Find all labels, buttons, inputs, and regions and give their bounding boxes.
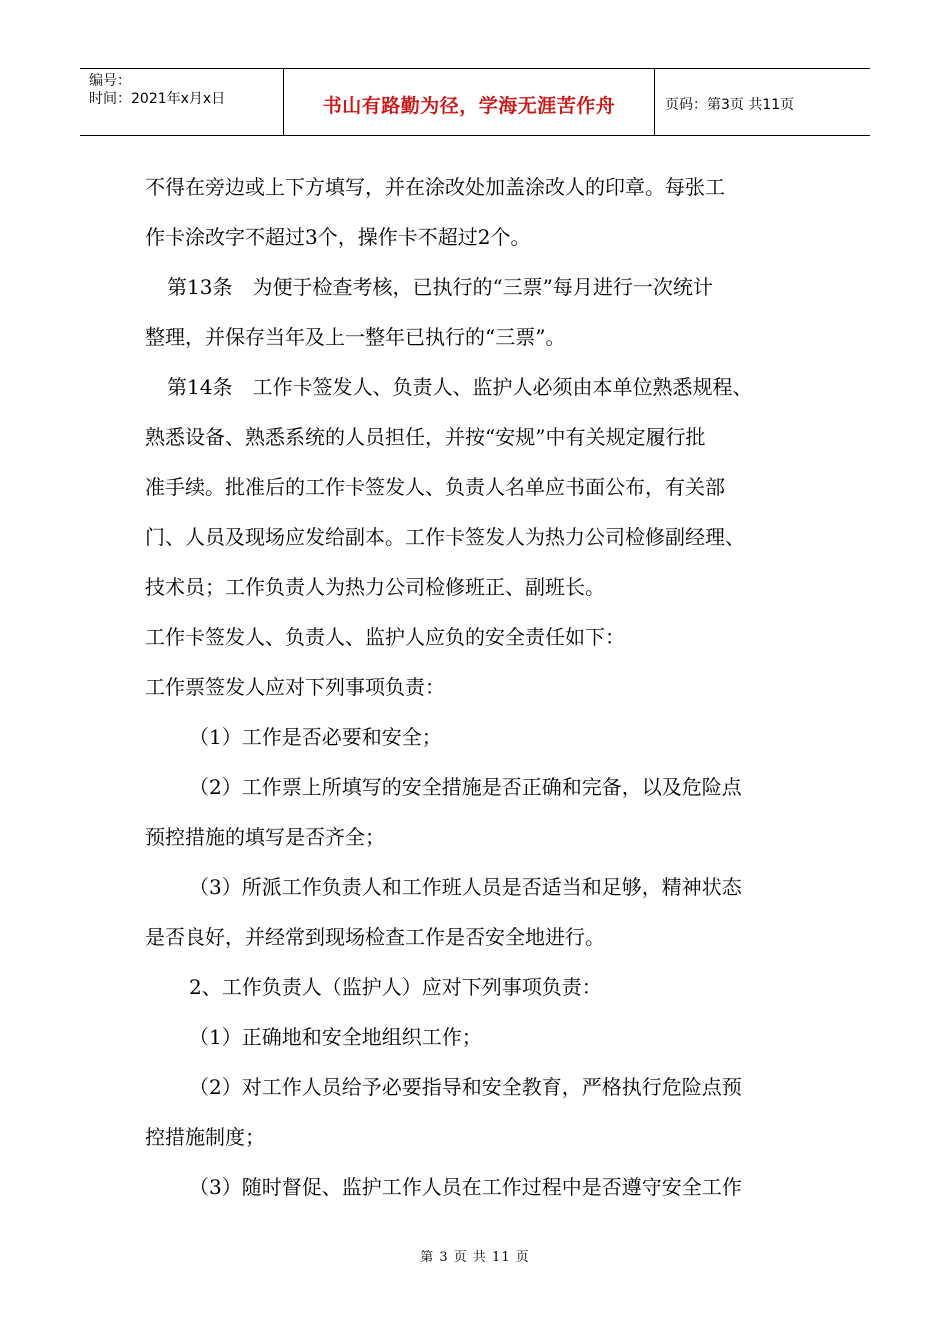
body-line: 门、人员及现场应发给副本。工作卡签发人为热力公司检修副经理、 (145, 525, 745, 549)
header-meta-cell (80, 69, 284, 135)
body-line: 整理，并保存当年及上一整年已执行的“三票”。 (145, 325, 566, 349)
body-line: 控措施制度； (145, 1125, 265, 1149)
document-body (145, 162, 815, 1212)
body-line: 预控措施的填写是否齐全； (145, 825, 385, 849)
page-footer: 第 3 页 共 11 页 (420, 1250, 530, 1265)
document-date-label: 时间：2021年x月x日 (89, 91, 226, 107)
body-line: （1）工作是否必要和安全； (189, 725, 442, 749)
body-line: 是否良好，并经常到现场检查工作是否安全地进行。 (145, 925, 605, 949)
header-motto: 书山有路勤为径，学海无涯苦作舟 (322, 94, 616, 117)
body-line: （2）工作票上所填写的安全措施是否正确和完备，以及危险点 (189, 775, 742, 799)
body-line: （1）正确地和安全地组织工作； (189, 1025, 482, 1049)
header-motto-cell (284, 69, 655, 135)
header-page-info: 页码：第3页 共11页 (665, 97, 795, 113)
body-line: 工作卡签发人、负责人、监护人应负的安全责任如下： (145, 625, 625, 649)
document-number-label: 编号： (89, 73, 131, 89)
body-line: 准手续。批准后的工作卡签发人、负责人名单应书面公布，有关部 (145, 475, 725, 499)
body-line: 不得在旁边或上下方填写，并在涂改处加盖涂改人的印章。每张工 (145, 175, 725, 199)
document-header (80, 68, 870, 136)
body-line: （3）所派工作负责人和工作班人员是否适当和足够，精神状态 (189, 875, 742, 899)
body-line: （3）随时督促、监护工作人员在工作过程中是否遵守安全工作 (189, 1175, 742, 1199)
body-line: 工作票签发人应对下列事项负责： (145, 675, 445, 699)
body-line: 技术员；工作负责人为热力公司检修班正、副班长。 (145, 575, 605, 599)
header-page-cell (655, 69, 870, 135)
body-line: 第13条 为便于检查考核，已执行的“三票”每月进行一次统计 (167, 275, 713, 299)
body-line: 第14条 工作卡签发人、负责人、监护人必须由本单位熟悉规程、 (167, 375, 753, 399)
body-line: （2）对工作人员给予必要指导和安全教育，严格执行危险点预 (189, 1075, 742, 1099)
body-line: 2、工作负责人（监护人）应对下列事项负责： (189, 975, 602, 999)
body-line: 熟悉设备、熟悉系统的人员担任，并按“安规”中有关规定履行批 (145, 425, 706, 449)
body-line: 作卡涂改字不超过3个，操作卡不超过2个。 (145, 225, 531, 249)
